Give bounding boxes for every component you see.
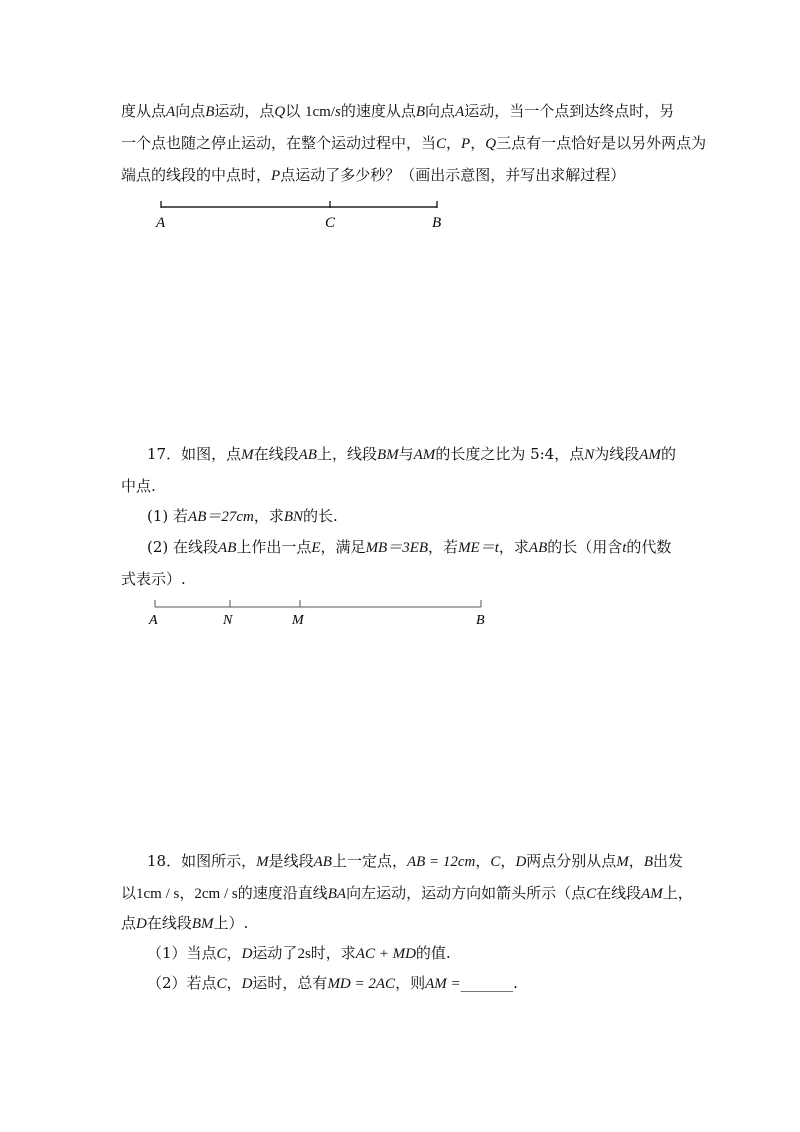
label-b: B (432, 215, 442, 231)
q17-line-1: 17．如图，点M在线段AB上，线段BM与AM的长度之比为 5:4，点N为线段AM的 (147, 445, 676, 463)
label-c: C (325, 215, 336, 231)
q16-line-2: 一个点也随之停止运动，在整个运动过程中，当C，P，Q三点有一点恰好是以另外两点为 (121, 134, 707, 152)
q18-line-1: 18．如图所示，M是线段AB上一定点，AB = 12cm，C，D两点分别从点M，B出发 (147, 852, 683, 870)
q17-line-2: 中点. (121, 477, 156, 495)
q16-line-3: 端点的线段的中点时，P点运动了多少秒？（画出示意图，并写出求解过程） (121, 166, 626, 184)
q16-line-1: 度从点A向点B运动，点Q以 1cm/s的速度从点B向点A运动，当一个点到达终点时，另 (121, 102, 675, 120)
label-a: A (156, 215, 166, 231)
label-b: B (476, 613, 485, 628)
q16-segment-figure (150, 195, 460, 235)
q17-part-1: (1) 若AB＝27cm，求BN的长. (147, 507, 338, 525)
q17-segment-figure (145, 596, 495, 632)
label-a: A (149, 613, 158, 628)
label-n: N (223, 613, 233, 628)
q17-part-2: (2) 在线段AB上作出一点E，满足MB＝3EB，若ME＝t，求AB的长（用含t的代数 (147, 538, 672, 556)
q17-part-2-cont: 式表示）. (121, 570, 186, 588)
q18-line-3: 点D在线段BM上）. (121, 914, 249, 932)
q18-line-2: 以1cm / s，2cm / s的速度沿直线BA向左运动，运动方向如箭头所示（点C在线段AM上， (121, 884, 693, 902)
q18-part-2: （2）若点C，D运时，总有MD = 2AC，则AM =_______. (147, 974, 518, 992)
label-m: M (292, 613, 304, 628)
q18-part-1: （1）当点C，D运动了2s时，求AC + MD的值. (147, 944, 451, 962)
answer-blank[interactable]: _______ (460, 974, 514, 992)
